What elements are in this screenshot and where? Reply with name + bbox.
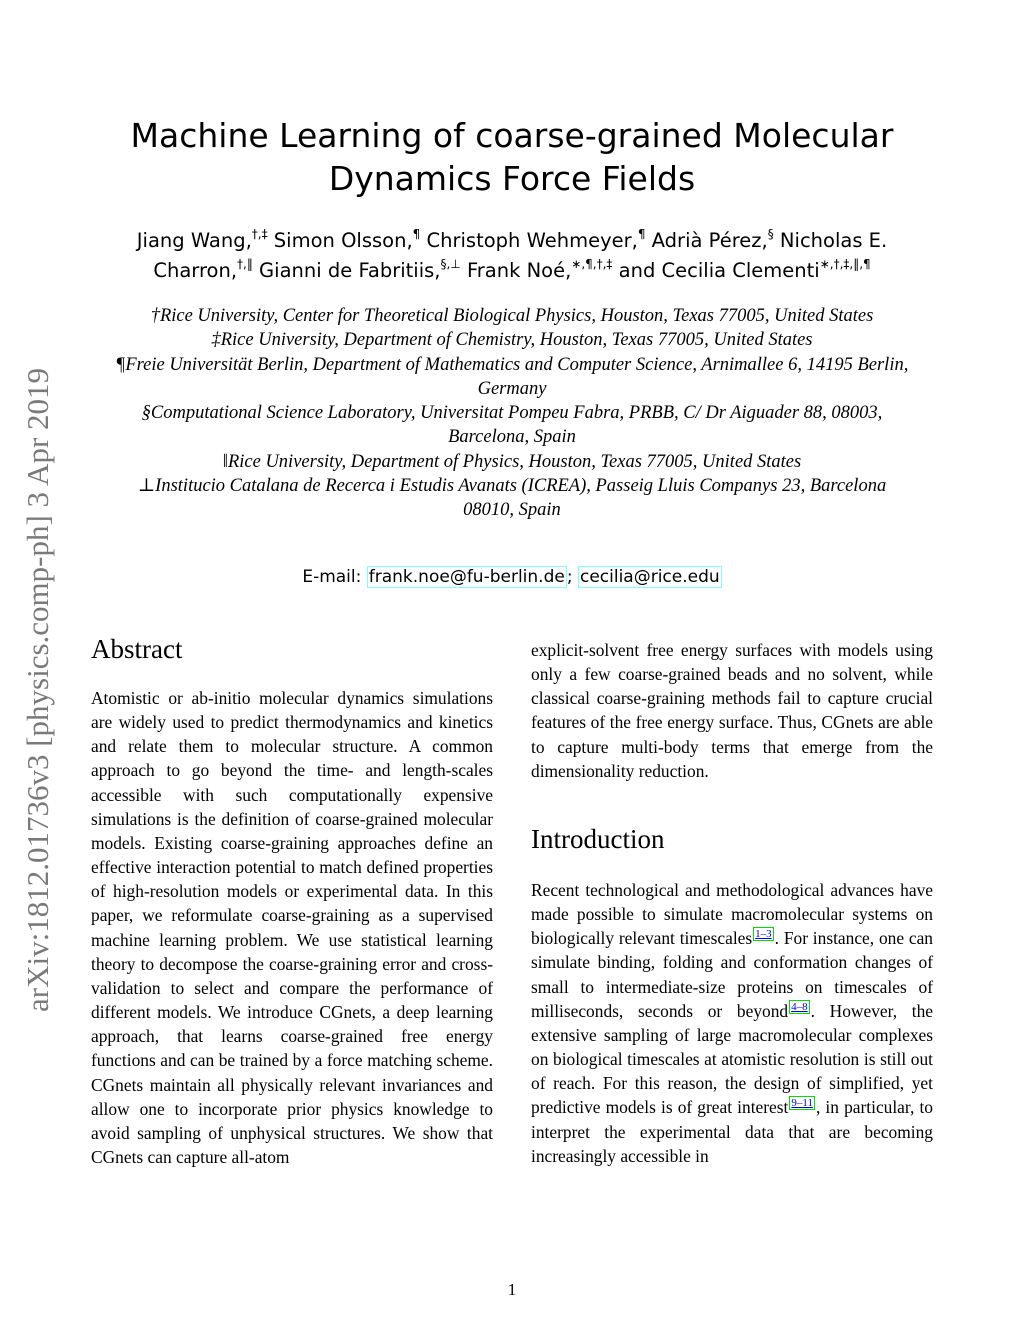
citation-link[interactable]: 9–11 xyxy=(791,1097,813,1110)
abstract-text-continued: explicit-solvent free energy surfaces with models using only a few coarse-grained beads and no solvent, while classical coarse-graining methods fail to capture crucial features of the free energy surface. Thus, CGnets are able to capture multi-body terms that emerge from the dimensionality reduction. xyxy=(531,640,933,781)
affiliation: §Computational Science Laboratory, Universitat Pompeu Fabra, PRBB, C/ Dr Aiguader 88, 08003, Barcelona, Spain xyxy=(141,403,883,448)
author-affiliation-marks: ∗,†,‡,‖,¶ xyxy=(819,256,871,271)
abstract-heading: Abstract xyxy=(91,634,183,664)
email-label: E-mail: xyxy=(302,567,367,587)
affiliation: ¶Freie Universität Berlin, Department of Mathematics and Computer Science, Arnimallee 6, 14195 Berlin, Germany xyxy=(115,354,909,399)
left-column xyxy=(91,632,493,1169)
email-line xyxy=(110,565,914,589)
abstract-text: Atomistic or ab-initio molecular dynamics simulations are widely used to predict thermodynamics and kinetics and relate them to molecular structure. A common approach to go beyond the time- and length-scales accessible with such computationally expensive simulations is the definition of coarse-grained molecular models. Existing coarse-graining approaches define an effective interaction potential to match defined properties of high-resolution models or experimental data. In this paper, we reformulate coarse-graining as a supervised machine learning problem. We use statistical learning theory to decompose the coarse-graining error and cross-validation to select and compare the performance of different models. We introduce CGnets, a deep learning approach, that learns coarse-grained free energy functions and can be trained by a force matching scheme. CGnets maintain all physically relevant invariances and allow one to incorporate prior physics knowledge to avoid sampling of unphysical structures. We show that CGnets can capture all-atom xyxy=(91,688,493,1167)
author-name: Frank Noé, xyxy=(460,259,572,282)
author-affiliation-marks: †,‖ xyxy=(237,256,253,271)
author-affiliation-marks: ¶ xyxy=(412,226,421,241)
affiliation: ⊥Institucio Catalana de Recerca i Estudis Avanats (ICREA), Passeig Lluis Companys 23, Barcelona 08010, Spain xyxy=(137,476,887,521)
introduction-text: , in particular, to interpret the experimental data that are becoming increasingly accessible in xyxy=(531,1097,933,1166)
author-line-1 xyxy=(110,226,914,256)
right-column xyxy=(531,638,933,1168)
arxiv-identifier-stamp: arXiv:1812.01736v3 [physics.comp-ph] 3 Apr 2019 xyxy=(20,367,55,1012)
citation-link[interactable]: 4–8 xyxy=(791,1000,808,1013)
paper-title: Machine Learning of coarse-grained Molecular Dynamics Force Fields xyxy=(130,116,894,198)
introduction-text: . For instance, one can simulate binding, folding and conformation changes of small to intermediate-size proteins on timescales of milliseconds, seconds or beyond xyxy=(531,928,934,1021)
author-affiliation-marks: §,⊥ xyxy=(440,256,461,271)
affiliation: ‖Rice University, Department of Physics, Houston, Texas 77005, United States xyxy=(222,451,802,472)
affiliation: ‡Rice University, Department of Chemistry, Houston, Texas 77005, United States xyxy=(211,330,813,351)
affiliation-list xyxy=(112,304,912,523)
author-affiliation-marks: †,‡ xyxy=(251,226,268,241)
author-name: Jiang Wang, xyxy=(136,229,252,252)
introduction-heading: Introduction xyxy=(531,823,665,854)
author-affiliation-marks: ∗,¶,†,‡ xyxy=(571,256,613,271)
author-name: Adrià Pérez, xyxy=(645,229,768,252)
affiliation: †Rice University, Center for Theoretical Biological Physics, Houston, Texas 77005, United States xyxy=(150,306,874,326)
author-line-2 xyxy=(110,256,914,286)
author-name: Gianni de Fabritiis, xyxy=(252,259,441,282)
introduction-text: Recent technological and methodological advances have made possible to simulate macromolecular systems on biologically relevant timescales xyxy=(531,879,933,949)
author-name: Simon Olsson, xyxy=(267,229,413,252)
author-name: Charron, xyxy=(153,259,238,282)
author-affiliation-marks: ¶ xyxy=(637,226,646,241)
author-list xyxy=(110,226,914,286)
author-name: and Cecilia Clementi xyxy=(612,259,820,282)
introduction-text: . However, the extensive sampling of large macromolecular complexes on biological timescales at atomistic resolution is still out of reach. For this reason, the design of simplified, yet predictive models is of great interest xyxy=(531,1000,933,1118)
author-name: Christoph Wehmeyer, xyxy=(420,229,638,252)
email-link-cecilia-clementi[interactable]: cecilia@rice.edu xyxy=(579,567,720,587)
page-number: 1 xyxy=(507,1280,517,1299)
author-affiliation-marks: § xyxy=(767,226,774,241)
citation-link[interactable]: 1–3 xyxy=(755,928,772,941)
author-name: Nicholas E. xyxy=(773,229,888,252)
introduction-paragraph xyxy=(531,878,933,1168)
email-separator: ; xyxy=(566,567,578,587)
email-link-frank-noe[interactable]: frank.noe@fu-berlin.de xyxy=(368,567,565,587)
